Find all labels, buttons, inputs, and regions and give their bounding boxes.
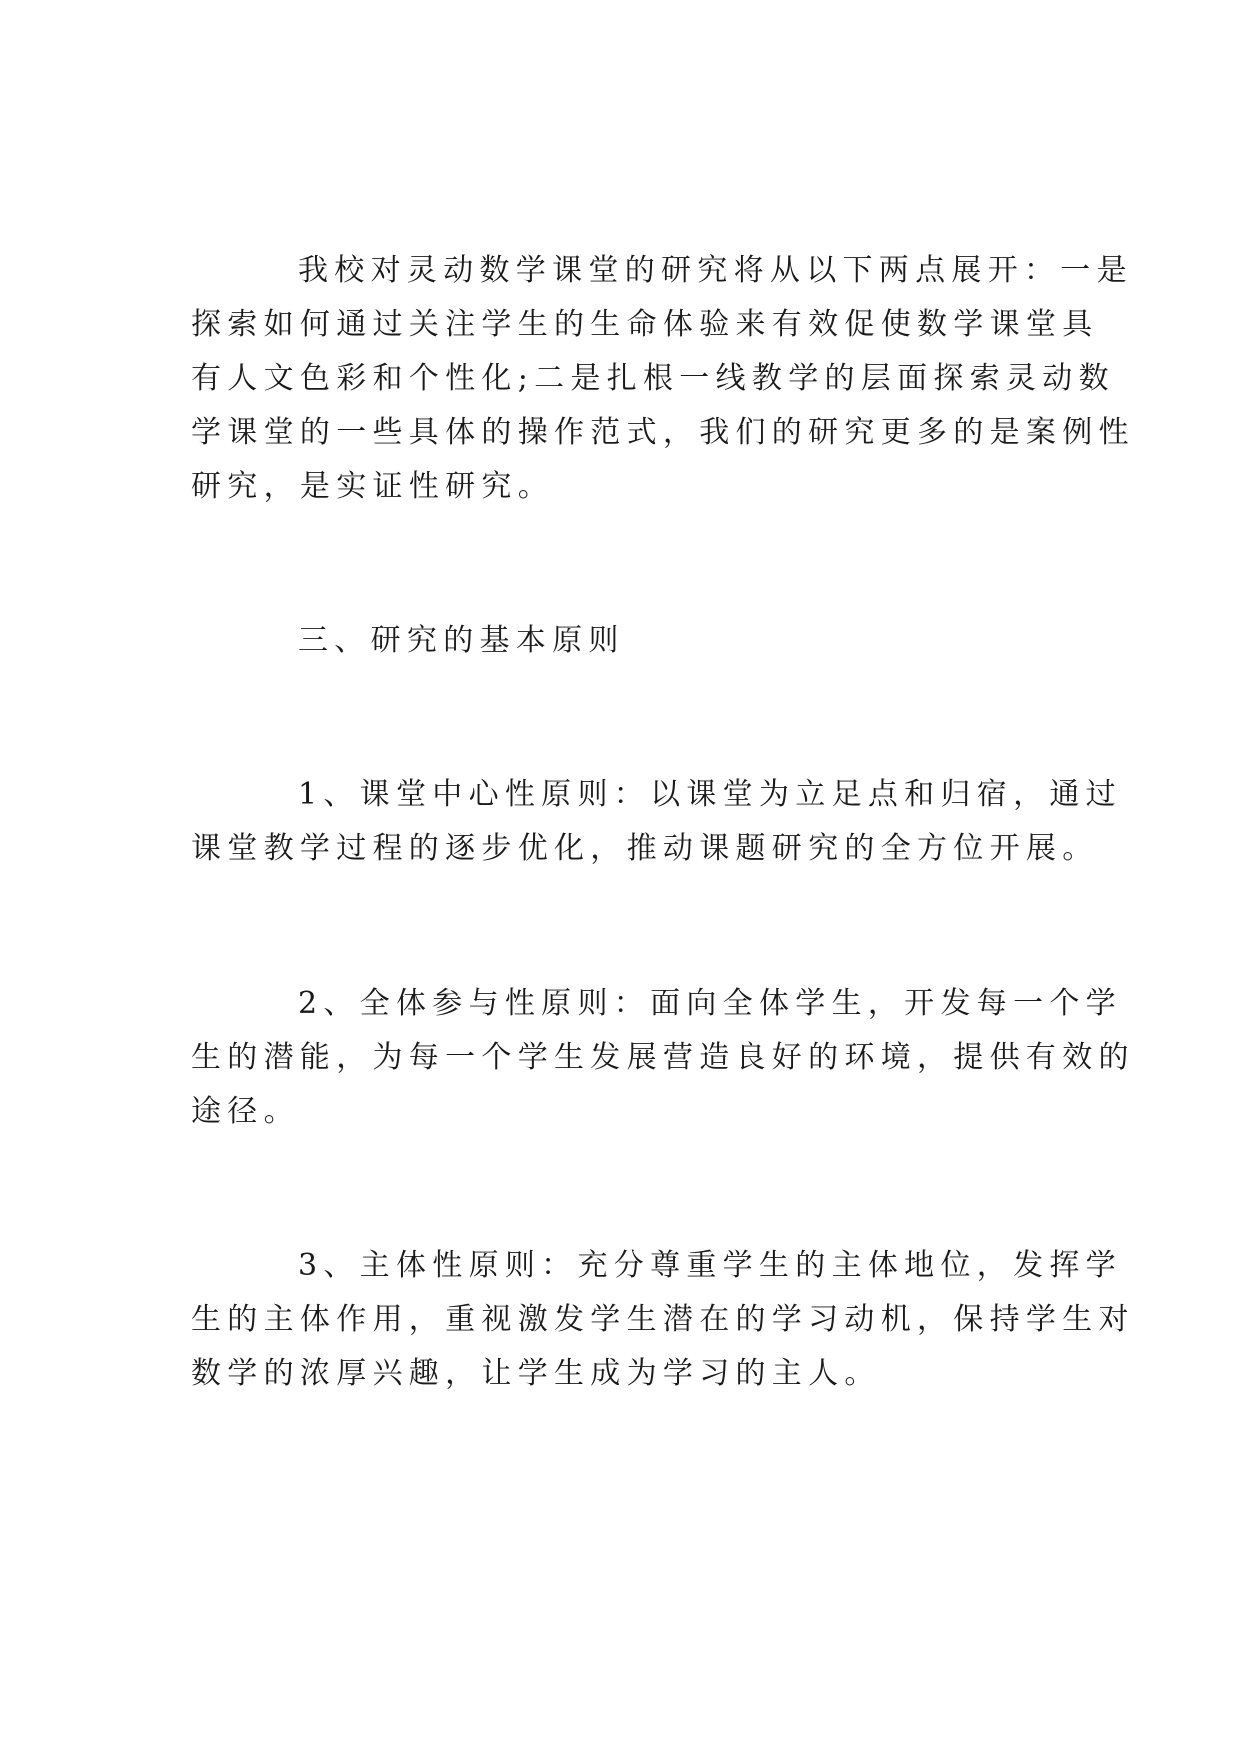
text-line: 生的主体作用，重视激发学生潜在的学习动机，保持学生对 [191, 1302, 1135, 1337]
text-line: 数学的浓厚兴趣，让学生成为学习的主人。 [191, 1356, 881, 1391]
text-line: 途径。 [191, 1094, 300, 1129]
text-line: 探索如何通过关注学生的生命体验来有效促使数学课堂具 [191, 307, 1099, 342]
heading-text: 三、研究的基本原则 [298, 623, 625, 658]
text-line: 3、主体性原则：充分尊重学生的主体地位，发挥学 [298, 1248, 1122, 1283]
text-line: 课堂教学过程的逐步优化，推动课题研究的全方位开展。 [191, 831, 1099, 866]
text-line: 研究，是实证性研究。 [191, 469, 554, 504]
text-line: 生的潜能，为每一个学生发展营造良好的环境，提供有效的 [191, 1040, 1135, 1075]
text-line: 学课堂的一些具体的操作范式，我们的研究更多的是案例性 [191, 415, 1135, 450]
text-line: 有人文色彩和个性化;二是扎根一线教学的层面探索灵动数 [191, 361, 1115, 396]
text-line: 我校对灵动数学课堂的研究将从以下两点展开：一是 [298, 253, 1133, 288]
text-line: 2、全体参与性原则：面向全体学生，开发每一个学 [298, 986, 1122, 1021]
text-line: 1、课堂中心性原则：以课堂为立足点和归宿，通过 [298, 777, 1122, 812]
